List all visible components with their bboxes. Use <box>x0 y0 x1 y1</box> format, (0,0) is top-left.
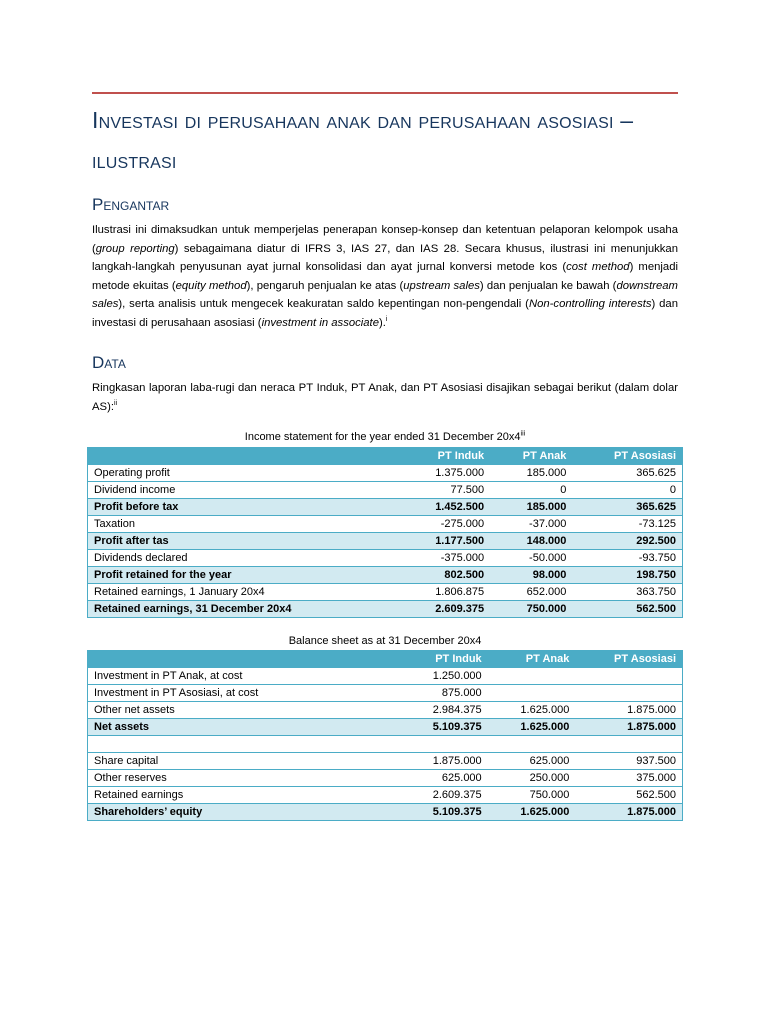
table-row <box>88 685 683 702</box>
table-row <box>88 770 683 787</box>
income-statement-table <box>87 447 683 618</box>
intro-text-7: ) dan investasi di perusahaan asosiasi ( <box>92 298 678 329</box>
cell-pt-asosiasi: 937.500 <box>575 753 682 770</box>
row-label: Other reserves <box>88 770 401 787</box>
cell-pt-anak: 98.000 <box>490 567 572 584</box>
cell-pt-induk: 2.984.375 <box>400 702 488 719</box>
cell-pt-induk: 875.000 <box>400 685 488 702</box>
header-pt-anak: PT Anak <box>490 448 572 465</box>
intro-em-7: investment in associate <box>261 316 379 329</box>
cell-pt-asosiasi: 365.625 <box>572 465 682 482</box>
footnote-marker-iii[interactable]: iii <box>520 430 526 438</box>
row-label: Retained earnings, 1 January 20x4 <box>88 584 401 601</box>
table-row <box>88 516 683 533</box>
table-row <box>88 719 683 736</box>
cell-pt-anak: 750.000 <box>490 601 572 618</box>
intro-em-3: equity method <box>175 279 247 292</box>
table-row <box>88 465 683 482</box>
cell-pt-asosiasi: 562.500 <box>575 787 682 804</box>
footnote-marker-ii[interactable]: ii <box>113 399 118 407</box>
cell-pt-induk: -375.000 <box>400 550 490 567</box>
cell-pt-asosiasi: -73.125 <box>572 516 682 533</box>
cell-pt-anak: 185.000 <box>490 499 572 516</box>
row-label: Profit after tas <box>88 533 401 550</box>
cell-pt-induk: 1.177.500 <box>400 533 490 550</box>
intro-text-5: ) dan penjualan ke bawah ( <box>479 279 617 292</box>
cell-pt-asosiasi <box>575 736 682 753</box>
cell-pt-anak: 0 <box>490 482 572 499</box>
table-row <box>88 482 683 499</box>
cell-pt-anak: 1.625.000 <box>488 804 576 821</box>
table-row <box>88 736 683 753</box>
row-label: Dividends declared <box>88 550 401 567</box>
table-row <box>88 804 683 821</box>
income-statement-caption <box>92 430 678 444</box>
balance-sheet-table <box>87 650 683 821</box>
cell-pt-asosiasi: 1.875.000 <box>575 804 682 821</box>
cell-pt-anak: 652.000 <box>490 584 572 601</box>
row-label: Profit before tax <box>88 499 401 516</box>
cell-pt-asosiasi: 1.875.000 <box>575 702 682 719</box>
cell-pt-induk: 2.609.375 <box>400 787 488 804</box>
cell-pt-asosiasi <box>575 668 682 685</box>
cell-pt-induk: -275.000 <box>400 516 490 533</box>
intro-text-2: ) sebagaimana diatur di IFRS 3, IAS 27, dan IAS 28. Secara khusus, ilustrasi ini menunjukkan langkah-langkah penyusunan ayat jurnal konsolidasi dan ayat jurnal konversi metode kos ( <box>92 242 678 273</box>
data-paragraph <box>92 379 678 416</box>
intro-text-1: Ilustrasi ini dimaksudkan untuk memperjelas penerapan konsep-konsep dan ketentuan pelaporan kelompok usaha ( <box>92 224 678 255</box>
cell-pt-asosiasi: -93.750 <box>572 550 682 567</box>
intro-heading: Pengantar <box>92 195 170 214</box>
cell-pt-anak: 250.000 <box>488 770 576 787</box>
cell-pt-asosiasi: 375.000 <box>575 770 682 787</box>
row-label: Taxation <box>88 516 401 533</box>
cell-pt-anak: -50.000 <box>490 550 572 567</box>
income-caption-text: Income statement for the year ended 31 December 20x4 <box>244 431 521 443</box>
intro-text-3: ) menjadi metode ekuitas ( <box>92 261 678 292</box>
table-row <box>88 787 683 804</box>
intro-em-6: Non-controlling interests <box>528 298 652 310</box>
cell-pt-induk <box>400 736 488 753</box>
row-label: Investment in PT Anak, at cost <box>88 668 401 685</box>
table-row <box>88 668 683 685</box>
cell-pt-asosiasi: 198.750 <box>572 567 682 584</box>
cell-pt-asosiasi <box>575 685 682 702</box>
cell-pt-asosiasi: 0 <box>572 482 682 499</box>
cell-pt-asosiasi: 1.875.000 <box>575 719 682 736</box>
intro-em-4: upstream sales <box>403 279 480 292</box>
row-label: Net assets <box>88 719 401 736</box>
intro-text-4: ), pengaruh penjualan ke atas ( <box>246 279 404 292</box>
cell-pt-induk: 5.109.375 <box>400 719 488 736</box>
cell-pt-anak: 185.000 <box>490 465 572 482</box>
title-rule <box>92 92 678 94</box>
data-text: Ringkasan laporan laba-rugi dan neraca PT Induk, PT Anak, dan PT Asosiasi disajikan sebagai berikut (dalam dolar AS): <box>92 382 678 413</box>
table-row <box>88 753 683 770</box>
cell-pt-anak <box>488 668 576 685</box>
row-label: Other net assets <box>88 702 401 719</box>
header-pt-induk: PT Induk <box>400 448 490 465</box>
table-header-row <box>88 651 683 668</box>
cell-pt-anak: -37.000 <box>490 516 572 533</box>
cell-pt-induk: 77.500 <box>400 482 490 499</box>
row-label: Share capital <box>88 753 401 770</box>
intro-em-2: cost method <box>566 261 630 273</box>
cell-pt-anak: 1.625.000 <box>488 702 576 719</box>
header-pt-induk: PT Induk <box>400 651 488 668</box>
cell-pt-induk: 2.609.375 <box>400 601 490 618</box>
cell-pt-asosiasi: 365.625 <box>572 499 682 516</box>
cell-pt-induk: 802.500 <box>400 567 490 584</box>
footnote-marker-i[interactable]: i <box>385 315 388 323</box>
intro-text-6: ), serta analisis untuk mengecek keakuratan saldo kepentingan non-pengendali ( <box>118 298 529 310</box>
intro-em-1: group reporting <box>95 242 175 255</box>
cell-pt-induk: 1.375.000 <box>400 465 490 482</box>
intro-paragraph <box>92 221 678 332</box>
cell-pt-induk: 5.109.375 <box>400 804 488 821</box>
cell-pt-induk: 1.452.500 <box>400 499 490 516</box>
cell-pt-induk: 625.000 <box>400 770 488 787</box>
balance-sheet-caption: Balance sheet as at 31 December 20x4 <box>288 635 482 647</box>
table-row <box>88 567 683 584</box>
row-label: Dividend income <box>88 482 401 499</box>
row-label: Retained earnings <box>88 787 401 804</box>
data-heading: Data <box>92 353 126 372</box>
cell-pt-induk: 1.806.875 <box>400 584 490 601</box>
header-label-column <box>88 448 401 465</box>
cell-pt-anak <box>488 685 576 702</box>
row-label: Operating profit <box>88 465 401 482</box>
cell-pt-induk: 1.875.000 <box>400 753 488 770</box>
row-label <box>88 736 401 753</box>
row-label: Profit retained for the year <box>88 567 401 584</box>
header-pt-asosiasi: PT Asosiasi <box>572 448 682 465</box>
table-row <box>88 702 683 719</box>
cell-pt-anak <box>488 736 576 753</box>
cell-pt-induk: 1.250.000 <box>400 668 488 685</box>
table-row <box>88 533 683 550</box>
cell-pt-anak: 750.000 <box>488 787 576 804</box>
intro-text-8: ). <box>378 316 386 329</box>
cell-pt-anak: 148.000 <box>490 533 572 550</box>
header-label-column <box>88 651 401 668</box>
cell-pt-asosiasi: 292.500 <box>572 533 682 550</box>
row-label: Investment in PT Asosiasi, at cost <box>88 685 401 702</box>
cell-pt-anak: 625.000 <box>488 753 576 770</box>
cell-pt-asosiasi: 562.500 <box>572 601 682 618</box>
table-header-row <box>88 448 683 465</box>
row-label: Shareholders’ equity <box>88 804 401 821</box>
table-row <box>88 550 683 567</box>
table-row <box>88 499 683 516</box>
document-title: Investasi di perusahaan anak dan perusahaan asosiasi – ilustrasi <box>92 107 634 173</box>
cell-pt-anak: 1.625.000 <box>488 719 576 736</box>
table-row <box>88 584 683 601</box>
cell-pt-asosiasi: 363.750 <box>572 584 682 601</box>
header-pt-anak: PT Anak <box>488 651 576 668</box>
intro-em-5: downstream sales <box>92 279 678 310</box>
table-row <box>88 601 683 618</box>
header-pt-asosiasi: PT Asosiasi <box>575 651 682 668</box>
row-label: Retained earnings, 31 December 20x4 <box>88 601 401 618</box>
